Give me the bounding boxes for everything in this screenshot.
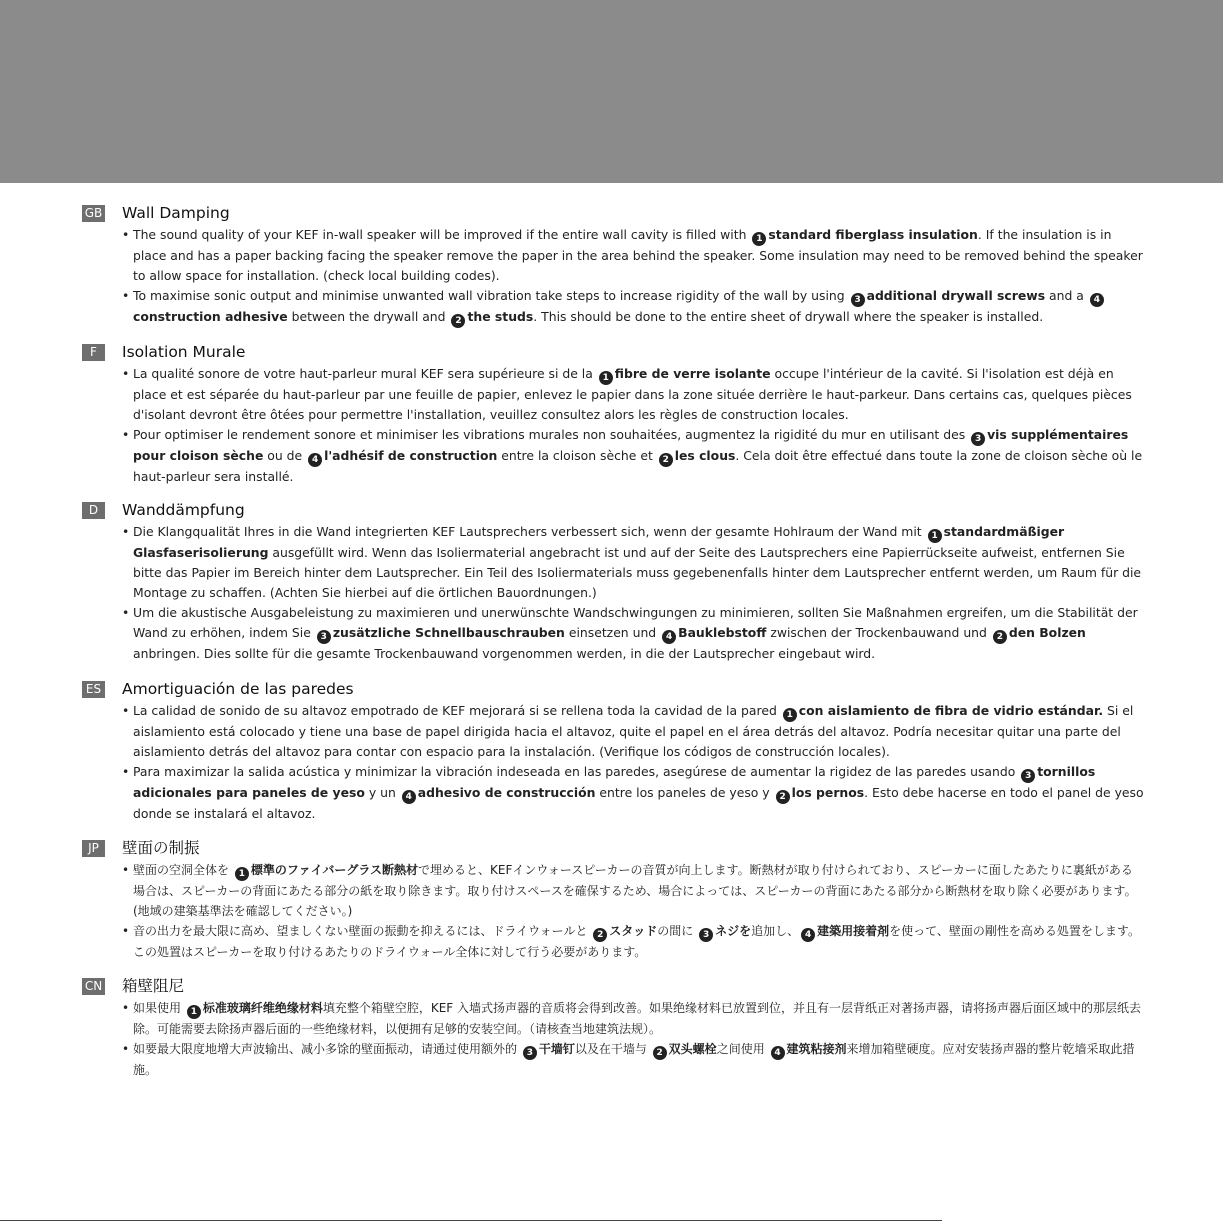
bullet-item	[122, 998, 1144, 1039]
language-badge: GB	[82, 205, 105, 222]
section-title: 箱壁阻尼	[122, 977, 185, 995]
bold-term: fibre de verre isolante	[614, 366, 771, 381]
callout-number-icon: 3	[699, 928, 713, 942]
bullet-dot: •	[122, 764, 130, 779]
bullet-item	[122, 701, 1144, 762]
text-run: 追加し、	[751, 924, 800, 938]
callout-number-icon: 1	[187, 1005, 201, 1019]
text-run: and a	[1045, 288, 1088, 303]
bold-term: the studs	[467, 309, 534, 324]
callout-number-icon: 4	[402, 790, 416, 804]
bold-term: 建築用接着剤	[817, 924, 890, 938]
bullet-item	[122, 860, 1144, 921]
text-run: zwischen der Trockenbauwand und	[766, 625, 991, 640]
text-run: anbringen. Dies sollte für die gesamte Trockenbauwand vorgenommen werden, in die der Lautsprecher eingebaut wird.	[133, 646, 876, 661]
bullet-text	[133, 603, 1144, 664]
bullet-item	[122, 522, 1144, 603]
text-run: 如果使用	[133, 1001, 185, 1015]
text-run: . If the insulation is in place and has a paper backing facing the speaker remove the paper in the area behind the speaker. Some insulation may need to be removed behind the speaker to allow space for installation. (check local building codes).	[133, 227, 1143, 283]
bold-term: standard fiberglass insulation	[768, 227, 978, 242]
callout-number-icon: 4	[308, 453, 322, 467]
section-body	[122, 998, 1144, 1080]
text-run: 壁面の空洞全体を	[133, 863, 233, 877]
text-run: で埋めると、KEFインウォースピーカーの音質が向上します。断熱材が取り付けられており、スピーカーに面したあたりに裏紙がある場合は、スピーカーの背面にあたる部分の紙を取り除きます。取り付けスペースを確保するため、場合によっては、スピーカーの背面にあたる部分から断熱材を取り除く必要があります。(地域の建築基準法を確認してください。)	[133, 863, 1137, 918]
text-run: Um die akustische Ausgabeleistung zu maximieren und unerwünschte Wandschwingungen zu minimieren, sollten Sie Maßnahmen ergreifen, um die Stabilität der Wand zu erhöhen, indem Sie	[133, 605, 1138, 640]
bold-term: Bauklebstoff	[678, 625, 767, 640]
bullet-dot: •	[122, 1042, 130, 1056]
bold-term: adhesivo de construcción	[417, 785, 596, 800]
text-run: Pour optimiser le rendement sonore et minimiser les vibrations murales non souhaitées, augmentez la rigidité du mur en utilisant des	[133, 427, 970, 442]
bold-term: den Bolzen	[1008, 625, 1086, 640]
bullet-text	[133, 860, 1144, 921]
bullet-dot: •	[122, 366, 130, 381]
language-badge: F	[82, 344, 105, 361]
callout-number-icon: 1	[752, 232, 766, 246]
section-body	[122, 364, 1144, 487]
section-body	[122, 522, 1144, 664]
text-run: 来增加箱壁硬度。应对安装扬声器的整片乾墙采取此措施。	[133, 1042, 1135, 1077]
section-title: Wanddämpfung	[122, 501, 245, 519]
bullet-dot: •	[122, 288, 130, 303]
section-body	[122, 860, 1144, 962]
callout-number-icon: 4	[1090, 293, 1104, 307]
callout-number-icon: 4	[662, 630, 676, 644]
bullet-text	[133, 522, 1144, 603]
bullet-item	[122, 603, 1144, 664]
callout-number-icon: 2	[993, 630, 1007, 644]
text-run: occupe l'intérieur de la cavité. Si l'isolation est déjà en place et est séparée du haut-parleur par une feuille de papier, enlevez le papier dans la zone située derrière le haut-parkeur. Dans certains cas, quelques pièces d'isolant devront être ôtées pour permettre l'installation, veuillez consultez alors les règles de construction locales.	[133, 366, 1132, 422]
callout-number-icon: 2	[593, 928, 607, 942]
bold-term: construction adhesive	[133, 309, 288, 324]
bullet-dot: •	[122, 703, 130, 718]
bold-term: 干墙钉	[538, 1042, 575, 1056]
text-run: entre la cloison sèche et	[497, 448, 657, 463]
callout-number-icon: 3	[971, 432, 985, 446]
bold-term: les clous	[674, 448, 736, 463]
callout-number-icon: 2	[659, 453, 673, 467]
bold-term: ネジを	[715, 924, 752, 938]
text-run: La qualité sonore de votre haut-parleur mural KEF sera supérieure si de la	[133, 366, 597, 381]
bullet-text	[133, 921, 1144, 962]
text-run: ou de	[263, 448, 307, 463]
language-badge: CN	[82, 978, 105, 995]
callout-number-icon: 1	[783, 708, 797, 722]
bullet-text	[133, 762, 1144, 824]
section-body	[122, 701, 1144, 824]
text-run: 之间使用	[716, 1042, 769, 1056]
text-run: entre los paneles de yeso y	[595, 785, 774, 800]
bullet-text	[133, 701, 1144, 762]
bullet-dot: •	[122, 524, 130, 539]
bullet-item	[122, 425, 1144, 487]
text-run: 以及在干墙与	[574, 1042, 651, 1056]
text-run: between the drywall and	[287, 309, 450, 324]
bold-term: con aislamiento de fibra de vidrio estándar.	[798, 703, 1104, 718]
language-badge: ES	[82, 681, 105, 698]
bold-term: zusätzliche Schnellbauschrauben	[332, 625, 565, 640]
bullet-item	[122, 286, 1144, 328]
text-run: Si el aislamiento está colocado y tiene una base de papel dirigida hacia el altavoz, quite el papel en el área detrás del altavoz. Podría necesitar quitar una parte del aislamiento detrás del altavoz para contar con espacio para la instalación. (Verifique los códigos de construcción locales).	[133, 703, 1134, 759]
callout-number-icon: 3	[317, 630, 331, 644]
text-run: Para maximizar la salida acústica y minimizar la vibración indeseada en las paredes, asegúrese de aumentar la rigidez de las paredes usando	[133, 764, 1020, 779]
text-run: Die Klangqualität Ihres in die Wand integrierten KEF Lautsprechers verbessert sich, wenn der gesamte Hohlraum der Wand mit	[133, 524, 926, 539]
section-title: Amortiguación de las paredes	[122, 680, 354, 698]
text-run: 填充整个箱壁空腔，KEF 入墙式扬声器的音质将会得到改善。如果绝缘材料已放置到位，并且有一层背纸正对著扬声器，请将扬声器后面区域中的那层纸去除。可能需要去除扬声器后面的一些绝缘材料，以便拥有足够的安装空间。（请核查当地建筑法规）。	[133, 1001, 1142, 1036]
callout-number-icon: 2	[653, 1046, 667, 1060]
bullet-dot: •	[122, 863, 130, 877]
bold-term: 建筑粘接剂	[786, 1042, 847, 1056]
text-run: . This should be done to the entire sheet of drywall where the speaker is installed.	[533, 309, 1044, 324]
bold-term: スタッド	[609, 924, 658, 938]
bold-term: additional drywall screws	[866, 288, 1046, 303]
callout-number-icon: 3	[1021, 769, 1035, 783]
bullet-text	[133, 1039, 1144, 1080]
bullet-dot: •	[122, 1001, 130, 1015]
bullet-dot: •	[122, 924, 130, 938]
section-title: 壁面の制振	[122, 839, 200, 857]
text-run: The sound quality of your KEF in-wall speaker will be improved if the entire wall cavity is filled with	[133, 227, 751, 242]
bold-term: standardmäßiger Glasfaserisolierung	[133, 524, 1065, 560]
bold-term: 双头螺栓	[668, 1042, 717, 1056]
footer-rule	[0, 1220, 942, 1221]
text-run: 如要最大限度地增大声波输出、减小多馀的壁面振动，请通过使用额外的	[133, 1042, 521, 1056]
bullet-dot: •	[122, 605, 130, 620]
language-badge: D	[82, 502, 105, 519]
text-run: La calidad de sonido de su altavoz empotrado de KEF mejorará si se rellena toda la cavidad de la pared	[133, 703, 781, 718]
text-run: . Cela doit être effectué dans toute la zone de cloison sèche où le haut-parleur sera installé.	[133, 448, 1143, 484]
text-run: y un	[364, 785, 400, 800]
callout-number-icon: 2	[451, 314, 465, 328]
section-title: Wall Damping	[122, 204, 230, 222]
bold-term: 标准玻璃纤维绝缘材料	[202, 1001, 323, 1015]
callout-number-icon: 2	[776, 790, 790, 804]
callout-number-icon: 4	[801, 928, 815, 942]
section-body	[122, 225, 1144, 328]
text-run: . Esto debe hacerse en todo el panel de yeso donde se instalará el altavoz.	[133, 785, 1144, 821]
callout-number-icon: 1	[928, 529, 942, 543]
callout-number-icon: 3	[851, 293, 865, 307]
bullet-item	[122, 921, 1144, 962]
bullet-item	[122, 1039, 1144, 1080]
text-run: を使って、壁面の剛性を高める処置をします。この処置はスピーカーを取り付けるあたりのドライウォール全体に対して行う必要があります。	[133, 924, 1140, 959]
header-band	[0, 0, 1223, 183]
bold-term: los pernos	[791, 785, 865, 800]
callout-number-icon: 1	[235, 867, 249, 881]
callout-number-icon: 3	[523, 1046, 537, 1060]
callout-number-icon: 4	[771, 1046, 785, 1060]
text-run: の間に	[657, 924, 698, 938]
bullet-text	[133, 286, 1144, 328]
bold-term: tornillos adicionales para paneles de yeso	[133, 764, 1096, 800]
text-run: ausgefüllt wird. Wenn das Isoliermaterial angebracht ist und auf der Seite des Lautsprechers eine Papierrückseite aufweist, entfernen Sie bitte das Papier im Bereich hinter dem Lautsprecher. Ein Teil des Isoliermaterials muss gegebenenfalls hinter dem Lautsprecher entfernt werden, um Raum für die Montage zu schaffen. (Achten Sie hierbei auf die örtlichen Bauordnungen.)	[133, 545, 1142, 600]
bullet-dot: •	[122, 427, 130, 442]
bullet-text	[133, 364, 1144, 425]
bullet-item	[122, 364, 1144, 425]
bullet-item	[122, 762, 1144, 824]
bullet-item	[122, 225, 1144, 286]
language-badge: JP	[82, 840, 105, 857]
bullet-text	[133, 998, 1144, 1039]
bullet-text	[133, 425, 1144, 487]
section-title: Isolation Murale	[122, 343, 246, 361]
bold-term: vis supplémentaires pour cloison sèche	[133, 427, 1129, 463]
callout-number-icon: 1	[599, 371, 613, 385]
bullet-text	[133, 225, 1144, 286]
bold-term: 標準のファイバーグラス断熱材	[250, 863, 418, 877]
bold-term: l'adhésif de construction	[324, 448, 498, 463]
bullet-dot: •	[122, 227, 130, 242]
text-run: einsetzen und	[564, 625, 661, 640]
text-run: To maximise sonic output and minimise unwanted wall vibration take steps to increase rigidity of the wall by using	[133, 288, 849, 303]
text-run: 音の出力を最大限に高め、望ましくない壁面の振動を抑えるには、ドライウォールと	[133, 924, 592, 938]
